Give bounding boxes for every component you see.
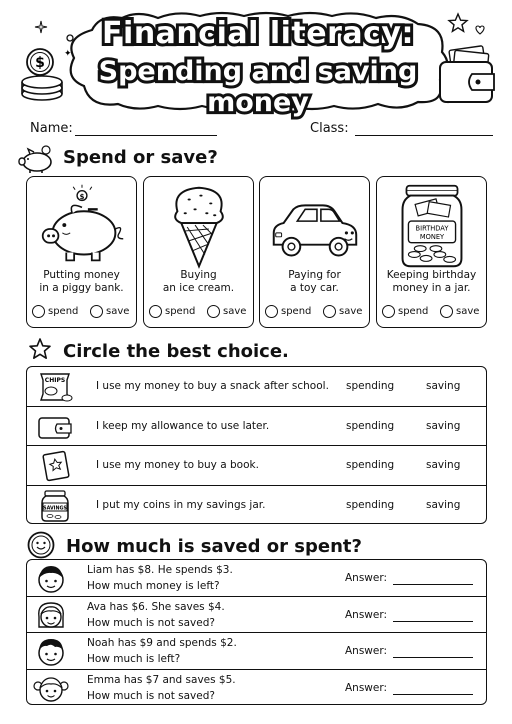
option-label: spend bbox=[398, 306, 429, 317]
radio-circle[interactable] bbox=[265, 305, 278, 318]
option-label: save bbox=[339, 306, 363, 317]
table-row bbox=[27, 597, 486, 634]
class-answer-line[interactable] bbox=[355, 135, 493, 136]
section-circle-best-choice-title: Circle the best choice. bbox=[63, 341, 289, 362]
girl-face-icon bbox=[33, 599, 69, 632]
problem-line-2: How much is not saved? bbox=[87, 689, 215, 702]
card-toy-car bbox=[259, 176, 370, 328]
option-save[interactable] bbox=[440, 305, 479, 318]
section-how-much-title: How much is saved or spent? bbox=[66, 536, 362, 557]
card-caption bbox=[260, 269, 369, 295]
card-piggy-bank bbox=[26, 176, 137, 328]
star-icon bbox=[28, 337, 52, 361]
radio-circle[interactable] bbox=[382, 305, 395, 318]
sparkle-decoration-icon bbox=[34, 20, 48, 34]
svg-text:✦: ✦ bbox=[64, 49, 72, 59]
name-label: Name: bbox=[30, 121, 73, 136]
toy-car-picture-icon bbox=[260, 183, 369, 271]
star-decoration-icon bbox=[447, 12, 469, 34]
answer-label: Answer: bbox=[345, 645, 388, 657]
answer-line[interactable] bbox=[393, 657, 473, 658]
chips-icon bbox=[35, 370, 75, 404]
option-save[interactable] bbox=[207, 305, 246, 318]
card-caption bbox=[144, 269, 253, 295]
coin-stack-icon bbox=[18, 44, 74, 104]
problem-line-2: How much is left? bbox=[87, 653, 181, 665]
savings-label: SAVINGS bbox=[43, 506, 67, 511]
radio-circle[interactable] bbox=[149, 305, 162, 318]
piggy-bank-icon bbox=[16, 144, 58, 174]
row-statement: I keep my allowance to use later. bbox=[96, 419, 270, 432]
problem-line-2: How much money is left? bbox=[87, 580, 220, 592]
coin-icon bbox=[26, 530, 56, 560]
class-label: Class: bbox=[310, 121, 349, 136]
option-spend[interactable] bbox=[382, 305, 428, 318]
radio-circle[interactable] bbox=[440, 305, 453, 318]
book-icon bbox=[35, 449, 75, 483]
radio-circle[interactable] bbox=[323, 305, 336, 318]
worksheet-header bbox=[0, 0, 512, 118]
name-answer-line[interactable] bbox=[75, 135, 217, 136]
boy-face-icon bbox=[33, 635, 69, 668]
wallet-icon bbox=[438, 44, 496, 108]
ice-cream-picture-icon bbox=[144, 183, 253, 271]
option-spend[interactable] bbox=[149, 305, 195, 318]
caption-line-2: money in a jar. bbox=[392, 282, 471, 294]
table-row bbox=[27, 407, 486, 447]
option-spend[interactable] bbox=[265, 305, 311, 318]
jar-label-line-1: BIRTHDAY bbox=[415, 224, 449, 233]
caption-line-2: in a piggy bank. bbox=[39, 282, 124, 294]
word-problems-table bbox=[26, 559, 487, 705]
radio-circle[interactable] bbox=[90, 305, 103, 318]
option-spend[interactable] bbox=[32, 305, 78, 318]
heart-decoration-icon bbox=[474, 24, 486, 36]
coin-dollar-sign: $ bbox=[35, 55, 45, 71]
choice-saving[interactable]: saving bbox=[426, 498, 461, 511]
row-statement: I use my money to buy a snack after school. bbox=[96, 380, 329, 392]
row-statement: I use my money to buy a book. bbox=[96, 459, 259, 471]
radio-circle[interactable] bbox=[32, 305, 45, 318]
section-spend-or-save-title: Spend or save? bbox=[63, 147, 218, 168]
choice-spending[interactable]: spending bbox=[346, 419, 395, 432]
name-class-row bbox=[30, 121, 480, 139]
caption-line-1: Buying bbox=[180, 269, 217, 281]
card-caption bbox=[377, 269, 486, 295]
radio-circle[interactable] bbox=[207, 305, 220, 318]
card-caption bbox=[27, 269, 136, 295]
choice-spending[interactable]: spending bbox=[346, 459, 395, 471]
svg-text:$: $ bbox=[79, 193, 85, 202]
table-row bbox=[27, 560, 486, 597]
table-row bbox=[27, 670, 486, 706]
choice-saving[interactable]: saving bbox=[426, 459, 461, 471]
piggy-bank-picture-icon bbox=[27, 183, 136, 271]
option-label: save bbox=[456, 306, 480, 317]
option-label: spend bbox=[165, 306, 196, 317]
table-row bbox=[27, 633, 486, 670]
money-jar-picture-icon bbox=[377, 183, 486, 271]
table-row bbox=[27, 446, 486, 486]
row-statement: I put my coins in my savings jar. bbox=[96, 498, 266, 511]
answer-label: Answer: bbox=[345, 681, 388, 694]
title-line-2: Spending and saving money bbox=[98, 56, 418, 118]
card-ice-cream bbox=[143, 176, 254, 328]
option-save[interactable] bbox=[323, 305, 362, 318]
answer-line[interactable] bbox=[393, 621, 473, 622]
choice-spending[interactable]: spending bbox=[346, 380, 395, 392]
problem-line-1: Ava has $6. She saves $4. bbox=[87, 600, 225, 613]
problem-line-1: Noah has $9 and spends $2. bbox=[87, 637, 237, 649]
table-row bbox=[27, 486, 486, 525]
jar-label-line-2: MONEY bbox=[419, 232, 445, 241]
chips-label: CHIPS bbox=[44, 377, 66, 384]
problem-line-1: Emma has $7 and saves $5. bbox=[87, 673, 236, 686]
option-save[interactable] bbox=[90, 305, 129, 318]
option-label: save bbox=[223, 306, 247, 317]
problem-line-2: How much is not saved? bbox=[87, 616, 215, 629]
answer-label: Answer: bbox=[345, 572, 388, 584]
girl-face-icon bbox=[33, 672, 69, 705]
caption-line-2: a toy car. bbox=[290, 282, 339, 294]
answer-label: Answer: bbox=[345, 608, 388, 621]
title-line-1: Financial literacy: bbox=[102, 16, 414, 51]
choice-saving[interactable]: saving bbox=[426, 380, 461, 392]
option-label: save bbox=[106, 306, 130, 317]
boy-face-icon bbox=[33, 562, 69, 595]
problem-line-1: Liam has $8. He spends $3. bbox=[87, 564, 233, 576]
option-label: spend bbox=[48, 306, 79, 317]
caption-line-1: Paying for bbox=[288, 269, 341, 281]
caption-line-1: Putting money bbox=[43, 269, 120, 281]
best-choice-table bbox=[26, 366, 487, 524]
wallet-icon bbox=[35, 410, 75, 444]
card-money-jar bbox=[376, 176, 487, 328]
answer-line[interactable] bbox=[393, 694, 473, 695]
savings-jar-icon bbox=[35, 489, 75, 523]
answer-line[interactable] bbox=[393, 584, 473, 585]
choice-saving[interactable]: saving bbox=[426, 419, 461, 432]
option-label: spend bbox=[281, 306, 312, 317]
caption-line-2: an ice cream. bbox=[162, 282, 235, 294]
caption-line-1: Keeping birthday bbox=[386, 269, 477, 281]
choice-spending[interactable]: spending bbox=[346, 498, 395, 511]
table-row bbox=[27, 367, 486, 407]
